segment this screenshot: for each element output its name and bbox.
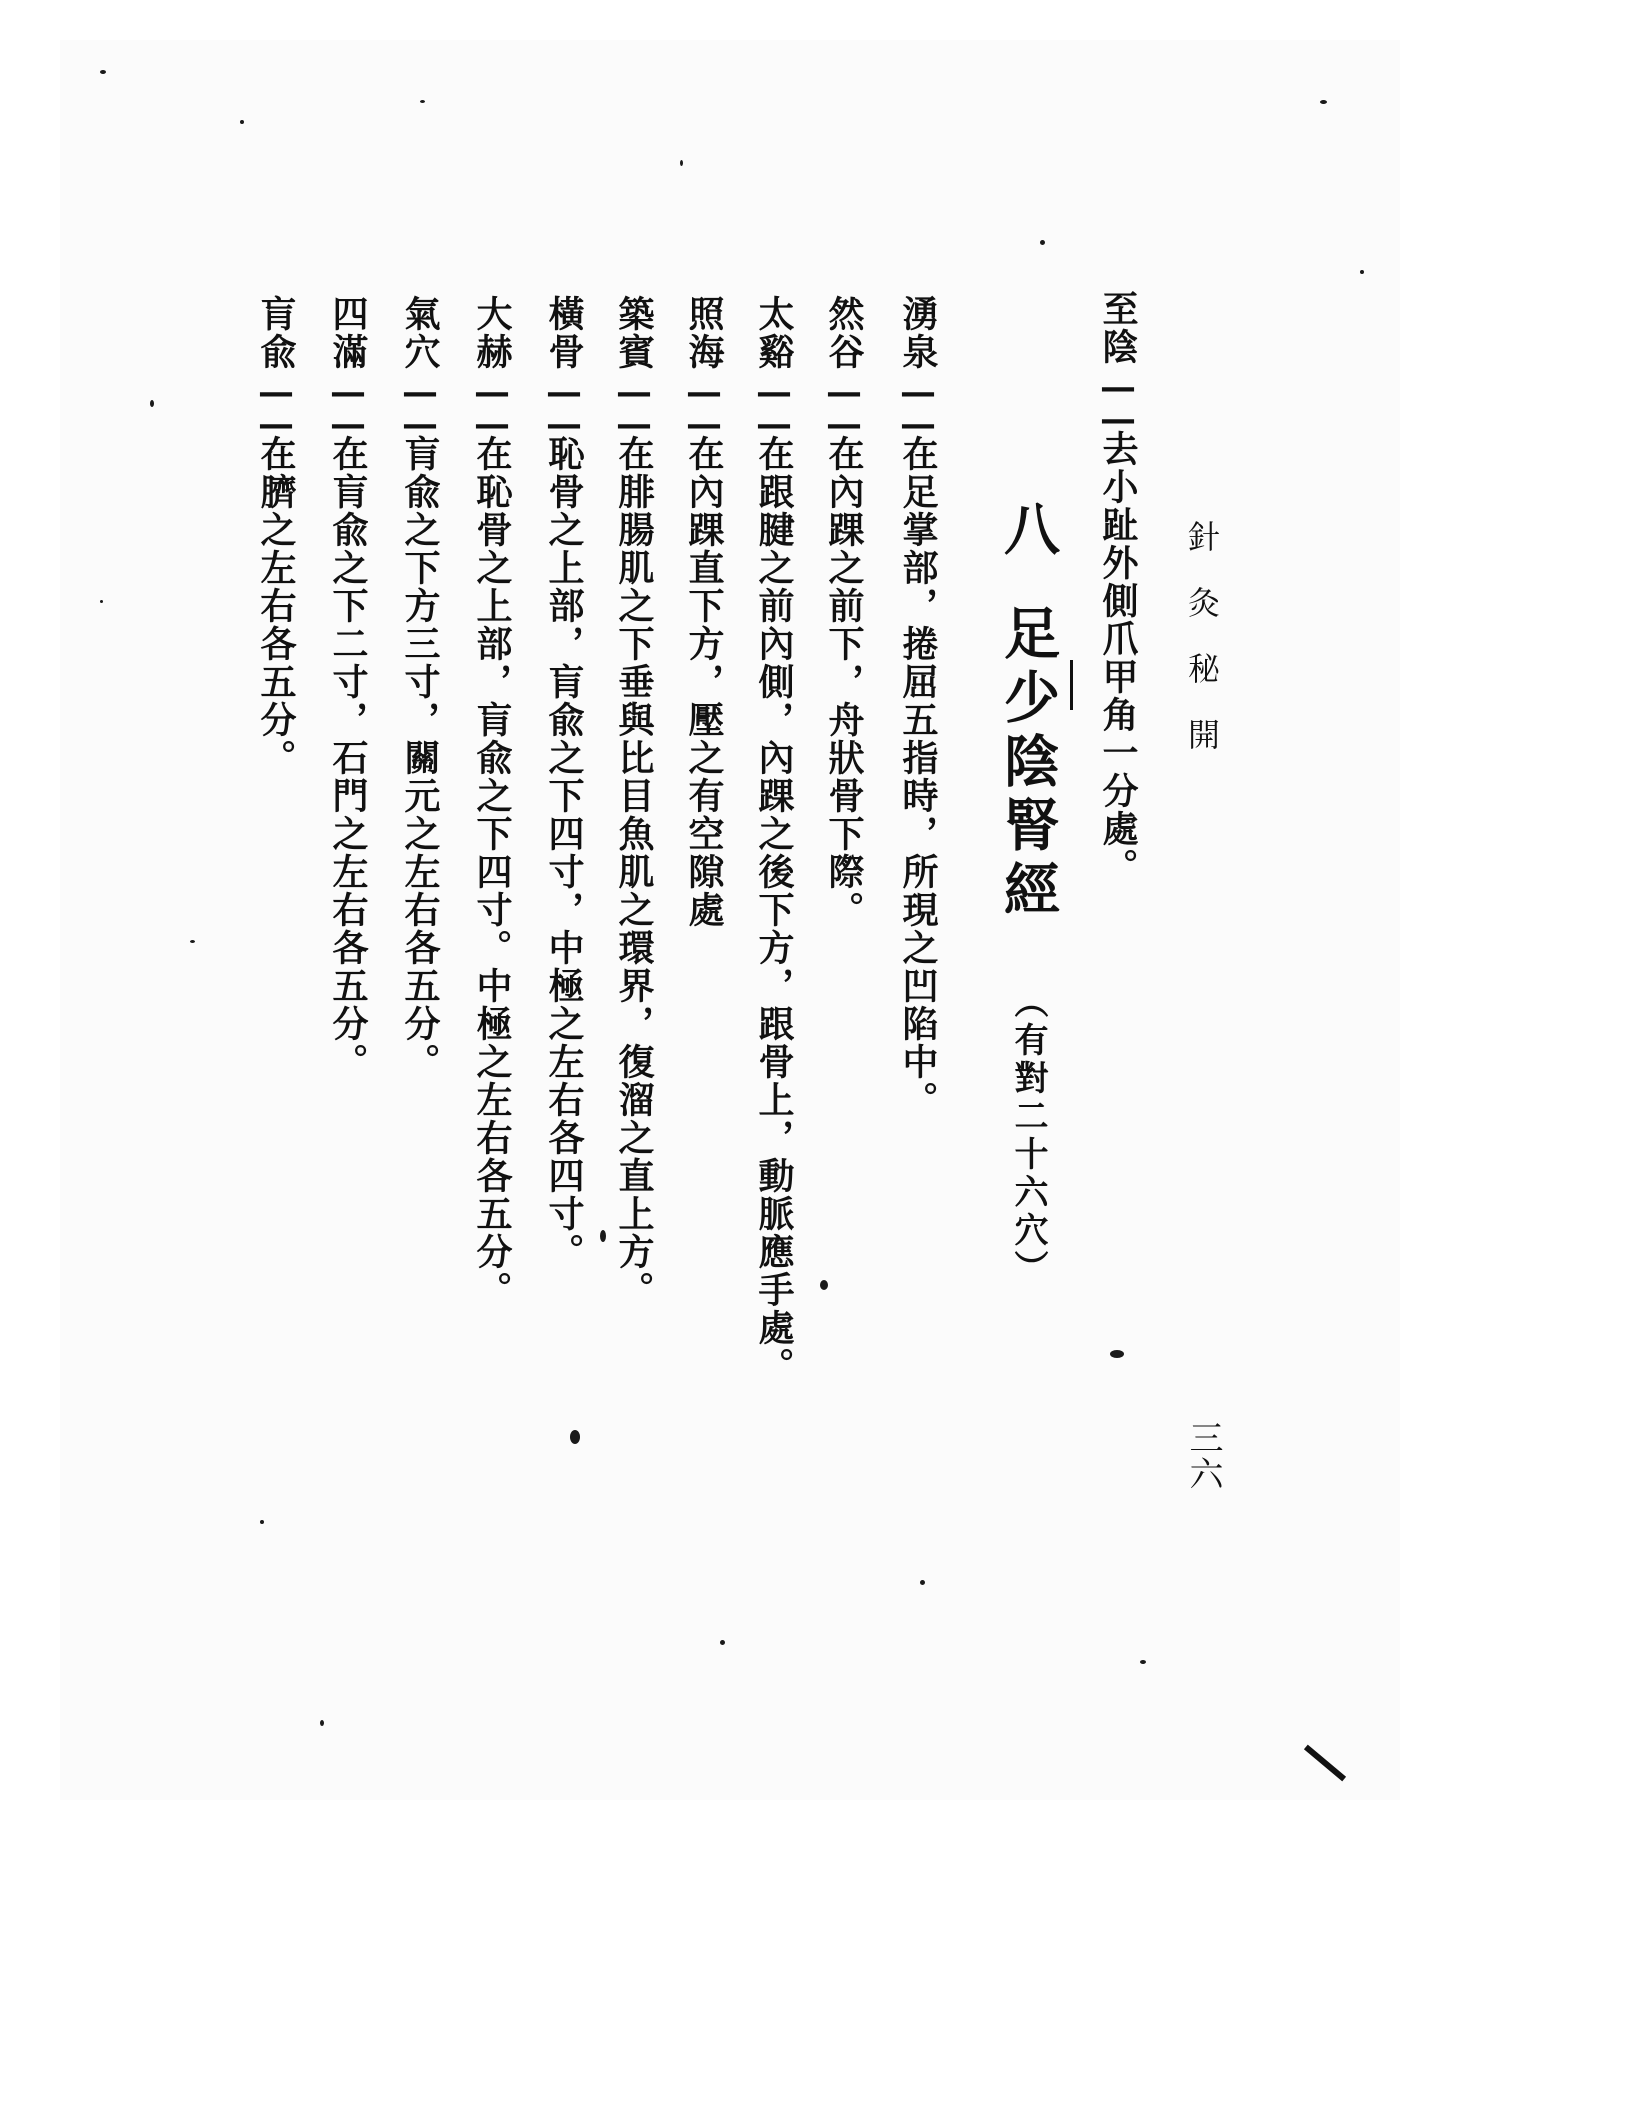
dash: —— — [753, 371, 795, 435]
dash: —— — [543, 371, 585, 435]
acupoint-name: 肓兪 — [255, 295, 297, 371]
acupoint-description: 在內踝之前下，舟狀骨下際。 — [823, 435, 865, 929]
acupoint-name: 太谿 — [753, 295, 795, 371]
chapter-note: （有對二十六穴） — [1008, 984, 1048, 1288]
acupoint-name: 大赫 — [471, 295, 513, 371]
scan-speck — [1040, 240, 1045, 245]
acupoint-name: 至陰 — [1097, 290, 1139, 366]
acupoint-name: 然谷 — [823, 295, 865, 371]
chapter-heading — [995, 500, 1061, 1288]
acupoint-description: 去小趾外側爪甲角一分處。 — [1097, 430, 1139, 886]
dash: —— — [327, 371, 369, 435]
scan-speck — [820, 1280, 828, 1290]
acupoint-description: 恥骨之上部，肓兪之下四寸，中極之左右各四寸。 — [543, 435, 585, 1271]
scan-scratch — [1304, 1745, 1346, 1782]
scan-speck — [100, 70, 106, 74]
scan-speck — [920, 1580, 925, 1585]
dash: —— — [1097, 366, 1139, 430]
scan-speck — [1140, 1660, 1146, 1664]
scan-scratch — [1070, 660, 1073, 710]
acupoint-entry — [543, 295, 585, 1271]
acupoint-name: 橫骨 — [543, 295, 585, 371]
dash: —— — [683, 371, 725, 435]
acupoint-entry — [753, 295, 795, 1385]
dash: —— — [823, 371, 865, 435]
scan-speck — [1320, 100, 1327, 104]
scan-speck — [600, 1230, 606, 1242]
scan-speck — [240, 120, 244, 124]
acupoint-name: 湧泉 — [897, 295, 939, 371]
dash: —— — [255, 371, 297, 435]
acupoint-description: 在腓腸肌之下垂與比目魚肌之環界，復溜之直上方。 — [613, 435, 655, 1309]
acupoint-entry — [255, 295, 297, 777]
dash: —— — [897, 371, 939, 435]
chapter-title: 足少陰腎經 — [995, 604, 1061, 924]
scan-speck — [150, 400, 154, 407]
acupoint-entry — [471, 295, 513, 1309]
page-number: 三六 — [1183, 1420, 1223, 1492]
scan-speck — [260, 1520, 264, 1524]
scan-speck — [720, 1640, 725, 1645]
acupoint-description: 在恥骨之上部，肓兪之下四寸。中極之左右各五分。 — [471, 435, 513, 1309]
acupoint-description: 肓兪之下方三寸，關元之左右各五分。 — [399, 435, 441, 1081]
scan-speck — [190, 940, 195, 943]
acupoint-name: 氣穴 — [399, 295, 441, 371]
acupoint-description: 在足掌部，捲屈五指時，所現之凹陷中。 — [897, 435, 939, 1119]
acupoint-entry — [327, 295, 369, 1081]
scan-speck — [680, 160, 683, 166]
acupoint-description: 在肓兪之下二寸，石門之左右各五分。 — [327, 435, 369, 1081]
acupoint-entry — [823, 295, 865, 929]
running-title: 針灸秘開 — [1183, 520, 1221, 784]
acupoint-description: 在臍之左右各五分。 — [255, 435, 297, 777]
acupoint-description: 在內踝直下方，壓之有空隙處 — [683, 435, 725, 929]
dash: —— — [399, 371, 441, 435]
chapter-number: 八 — [995, 500, 1061, 564]
acupoint-description: 在跟腱之前內側，內踝之後下方，跟骨上，動脈應手處。 — [753, 435, 795, 1385]
acupoint-entry — [613, 295, 655, 1309]
acupoint-name: 築賓 — [613, 295, 655, 371]
scan-speck — [1360, 270, 1364, 274]
acupoint-entry — [897, 295, 939, 1119]
acupoint-name: 四滿 — [327, 295, 369, 371]
scan-speck — [420, 100, 425, 103]
scan-speck — [320, 1720, 324, 1726]
acupoint-entry — [1097, 290, 1139, 886]
acupoint-entry — [683, 295, 725, 929]
acupoint-entry — [399, 295, 441, 1081]
scan-speck — [570, 1430, 580, 1444]
acupoint-name: 照海 — [683, 295, 725, 371]
dash: —— — [613, 371, 655, 435]
scan-speck — [100, 600, 103, 603]
scan-speck — [1110, 1350, 1124, 1358]
dash: —— — [471, 371, 513, 435]
